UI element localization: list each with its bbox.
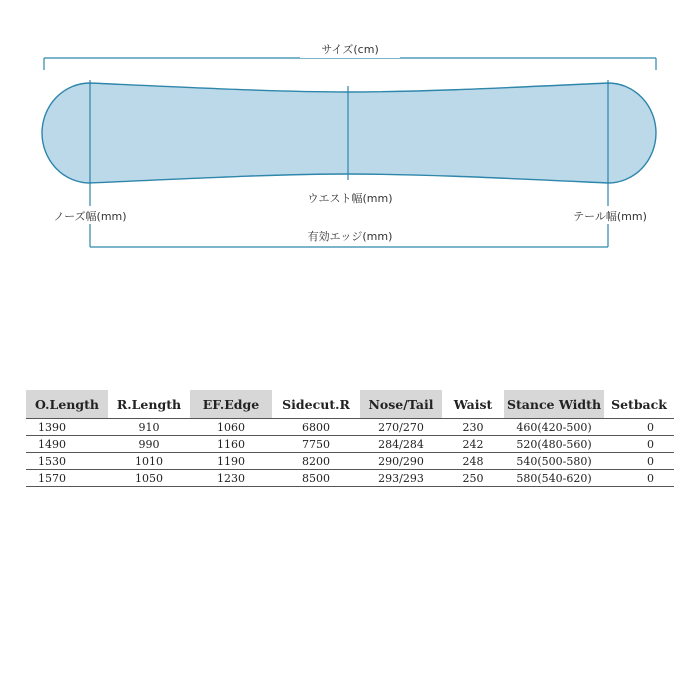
header-o-length: O.Length <box>26 390 108 419</box>
cell-ef-edge: 1060 <box>190 419 272 436</box>
table-row <box>26 453 674 470</box>
cell-setback: 0 <box>604 470 674 487</box>
header-waist: Waist <box>453 396 493 412</box>
cell-o-length: 1490 <box>26 436 108 453</box>
cell-r-length: 910 <box>108 419 190 436</box>
cell-setback: 0 <box>604 453 674 470</box>
size-label: サイズ(cm) <box>321 43 379 56</box>
cell-sidecut-r: 7750 <box>272 436 360 453</box>
nose-label: ノーズ幅(mm) <box>53 210 127 223</box>
header-r-length: R.Length <box>116 396 182 412</box>
cell-sidecut-r: 6800 <box>272 419 360 436</box>
cell-nose-tail: 290/290 <box>360 453 442 470</box>
cell-nose-tail: 284/284 <box>360 436 442 453</box>
cell-r-length: 990 <box>108 436 190 453</box>
header-sidecut-r: Sidecut.R <box>282 396 350 412</box>
cell-ef-edge: 1190 <box>190 453 272 470</box>
cell-r-length: 1010 <box>108 453 190 470</box>
cell-setback: 0 <box>604 436 674 453</box>
table-row <box>26 470 674 487</box>
cell-stance-width: 540(500-580) <box>504 453 604 470</box>
cell-nose-tail: 293/293 <box>360 470 442 487</box>
cell-sidecut-r: 8500 <box>272 470 360 487</box>
waist-label: ウエスト幅(mm) <box>307 192 393 205</box>
cell-r-length: 1050 <box>108 470 190 487</box>
cell-waist: 242 <box>442 436 504 453</box>
edge-label: 有効エッジ(mm) <box>307 230 393 243</box>
header-stance-width: Stance Width <box>504 390 604 419</box>
cell-sidecut-r: 8200 <box>272 453 360 470</box>
snowboard-outline <box>42 83 656 183</box>
cell-waist: 230 <box>442 419 504 436</box>
cell-o-length: 1570 <box>26 470 108 487</box>
cell-o-length: 1390 <box>26 419 108 436</box>
cell-ef-edge: 1230 <box>190 470 272 487</box>
board-diagram <box>0 0 700 260</box>
table-row <box>26 419 674 436</box>
cell-setback: 0 <box>604 419 674 436</box>
cell-ef-edge: 1160 <box>190 436 272 453</box>
cell-o-length: 1530 <box>26 453 108 470</box>
cell-waist: 248 <box>442 453 504 470</box>
cell-stance-width: 520(480-560) <box>504 436 604 453</box>
cell-stance-width: 580(540-620) <box>504 470 604 487</box>
cell-nose-tail: 270/270 <box>360 419 442 436</box>
table-row <box>26 436 674 453</box>
cell-stance-width: 460(420-500) <box>504 419 604 436</box>
header-ef-edge: EF.Edge <box>190 390 272 419</box>
size-dimension <box>44 58 656 70</box>
header-nose-tail: Nose/Tail <box>360 390 442 419</box>
header-setback: Setback <box>611 396 667 412</box>
header-row <box>26 390 674 419</box>
spec-table <box>26 390 674 487</box>
cell-waist: 250 <box>442 470 504 487</box>
tail-label: テール幅(mm) <box>573 210 647 223</box>
